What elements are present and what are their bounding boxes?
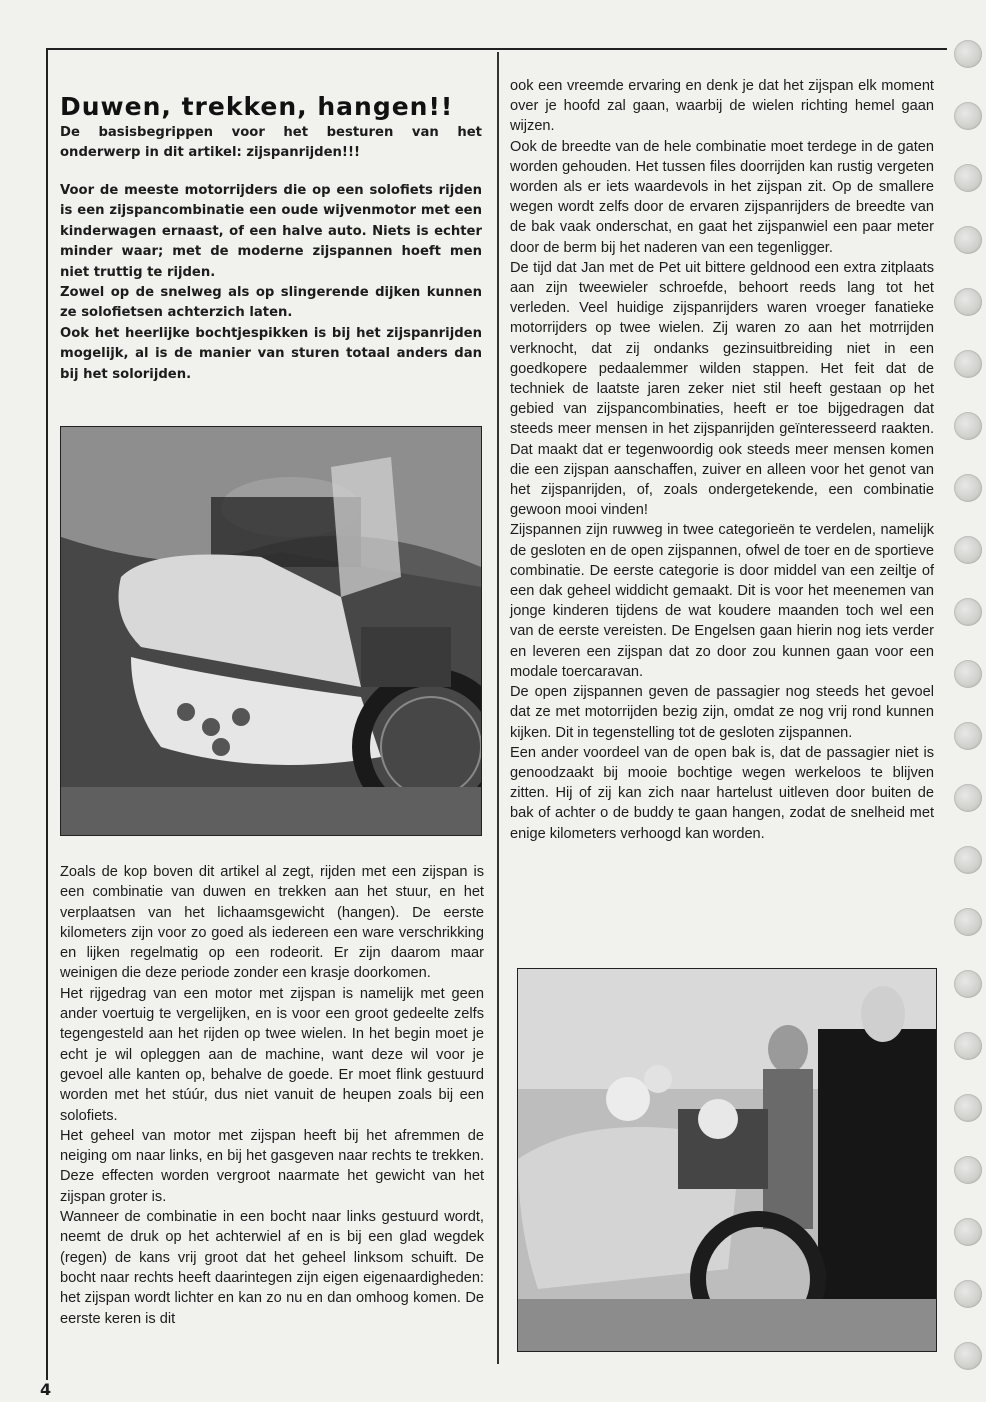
body-paragraph-left-1: Zoals de kop boven dit artikel al zegt, rijden met een zijspan is een combinatie van duwen en trekken aan het stuur, en het verplaatsen van het lichaamsgewicht (hangen). De eerste kilometers zijn voor zo goed als iedereen een ware verschrikking en lijken regelmatig op een rodeorit. Er zijn daarom maar weinigen die deze periode zonder een krasje doorkomen. <box>60 864 484 982</box>
lead-paragraph-2: Zowel op de snelweg als op slingerende dijken kunnen ze solofietsen achterzich laten. <box>60 285 482 321</box>
sidecar-event-photo <box>517 968 937 1352</box>
binder-hole-icon <box>954 1094 982 1122</box>
binder-hole-icon <box>954 288 982 316</box>
binder-hole-icon <box>954 412 982 440</box>
right-column-body <box>510 76 934 844</box>
left-column-top <box>58 92 482 385</box>
binder-hole-icon <box>954 970 982 998</box>
binder-hole-icon <box>954 722 982 750</box>
article-intro: De basisbegrippen voor het besturen van het onderwerp in dit artikel: zijspanrijden!!! <box>60 125 482 160</box>
body-paragraph-left-4: Wanneer de combinatie in een bocht naar links gestuurd wordt, neemt de druk op het achterwiel af en is bij een glad wegdek (regen) de kans vrij groot dat het geheel linksom schuift. De bocht naar rechts heeft daarintegen zijn eigen eigenaardigheden: het zijspan wordt lichter en kan zo nu en dan omhoog komen. De eerste keren is dit <box>60 1209 484 1327</box>
binder-hole-icon <box>954 474 982 502</box>
binder-hole-icon <box>954 598 982 626</box>
binder-hole-icon <box>954 846 982 874</box>
binder-hole-icon <box>954 908 982 936</box>
body-paragraph-right-5: De open zijspannen geven de passagier nog steeds het gevoel dat ze met motorrijden bezig zijn, omdat ze nog vrij rond kunnen kijken. Dit in tegenstelling tot de gesloten zijspannen. <box>510 684 934 741</box>
body-paragraph-left-3: Het geheel van motor met zijspan heeft bij het afremmen de neiging om naar links, en bij het gasgeven naar rechts te trekken. Deze effecten worden vergroot naarmate het gewicht van het zijspan groter is. <box>60 1127 484 1205</box>
binder-hole-icon <box>954 1156 982 1184</box>
binder-hole-icon <box>954 102 982 130</box>
lead-paragraph-1: Voor de meeste motorrijders die op een solofiets rijden is een zijspancombinatie een oude wijvenmotor met een kinderwagen ernaast, of een halve auto. Niets is echter minder waar; met de moderne zijspannen hoeft men niet truttig te rijden. <box>60 183 482 280</box>
body-paragraph-right-1: ook een vreemde ervaring en denk je dat het zijspan elk moment over je hoofd zal gaan, waarbij de wielen richting hemel gaan wijzen. <box>510 78 934 135</box>
binder-hole-icon <box>954 1032 982 1060</box>
body-paragraph-right-6: Een ander voordeel van de open bak is, dat de passagier niet is genoodzaakt bij mooie bochtige wegen werkeloos te blijven zitten. Hij of zij kan zich naar hartelust uitleven door buiten de bak of achter o de buddy te gaan hangen, zodat de snelheid met enige kilometers verhoogd kan worden. <box>510 744 934 842</box>
binder-hole-icon <box>954 226 982 254</box>
binder-hole-icon <box>954 660 982 688</box>
sidecar-motorcycle-photo <box>60 426 482 836</box>
binder-hole-icon <box>954 1280 982 1308</box>
binder-hole-icon <box>954 164 982 192</box>
body-paragraph-right-2: Ook de breedte van de hele combinatie moet terdege in de gaten worden gehouden. Het tussen files doorrijden kan rustig vergeten worden als er iets waardevols in het zijspan zit. Op de smallere wegen wordt zelfs door de ervaren zijspanrijders de breedte van de bak vaak onderschat, en gaat het zijspanwiel een paar meter door de berm bij het naderen van een tegenligger. <box>510 138 934 256</box>
binder-hole-icon <box>954 1218 982 1246</box>
binder-hole-icon <box>954 536 982 564</box>
left-column-body <box>60 862 484 1329</box>
binder-hole-icon <box>954 1342 982 1370</box>
body-paragraph-right-4: Zijspannen zijn ruwweg in twee categorieën te verdelen, namelijk de gesloten en de open zijspannen, ofwel de toer en de sportieve combinatie. De eerste categorie is door middel van een zeiltje of een dak geheel widdicht gemaakt. Dit is voor het meenemen van jonge kinderen tijdens de wat koudere maanden toch wel een van de eerste vereisten. De Engelsen gaan hierin nog iets verder en leveren een zijspan dat zo door zou kunnen gaan voor een modale toercaravan. <box>510 522 934 680</box>
column-divider <box>497 52 499 1364</box>
binder-hole-icon <box>954 40 982 68</box>
binder-hole-icon <box>954 350 982 378</box>
article-title: Duwen, trekken, hangen!! <box>60 92 454 121</box>
page-number: 4 <box>40 1380 52 1399</box>
binder-hole-icon <box>954 784 982 812</box>
body-paragraph-right-3: De tijd dat Jan met de Pet uit bittere geldnood een extra zitplaats aan zijn tweewieler schroefde, behoort reeds lang tot het verleden. Veel huidige zijspanrijders waren vroeger fanatieke motorrijders op twee wielen. Zij waren zo aan het motrrijden verknocht, dat zij ondanks gezinsuitbreiding niet in een goedkopere pedaalemmer wilden stappen. Het feit dat de techniek de laatste jaren zeker niet stil heeft gestaan op het gebied van zijspancombinaties, heeft er toe bijgedragen dat steeds meer mensen in het zijspanrijden geïnteresseerd raakten. Dat maakt dat er tegenwoordig ook steeds meer mensen komen die een zijspan aanschaffen, zuiver en alleen voor het genot van het zijspanrijden, of, zoals ondergetekende, een combinatie gewoon mooi vinden! <box>510 259 934 519</box>
lead-paragraph-3: Ook het heerlijke bochtjespikken is bij het zijspanrijden mogelijk, al is de manier van sturen totaal anders dan bij het solorijden. <box>60 325 482 382</box>
body-paragraph-left-2: Het rijgedrag van een motor met zijspan is namelijk met geen ander voertuig te vergelijken, en is voor een groot gedeelte zelfs tegengesteld aan het rijden op twee wielen. In het begin moet je echt je wil opleggen aan de machine, want deze wil voor je gevoel alle kanten op, behalve de goede. Er moet flink gestuurd worden met het stúúr, dus niet vanuit de heupen zoals bij een solofiets. <box>60 985 484 1124</box>
binder-holes <box>954 40 984 1402</box>
